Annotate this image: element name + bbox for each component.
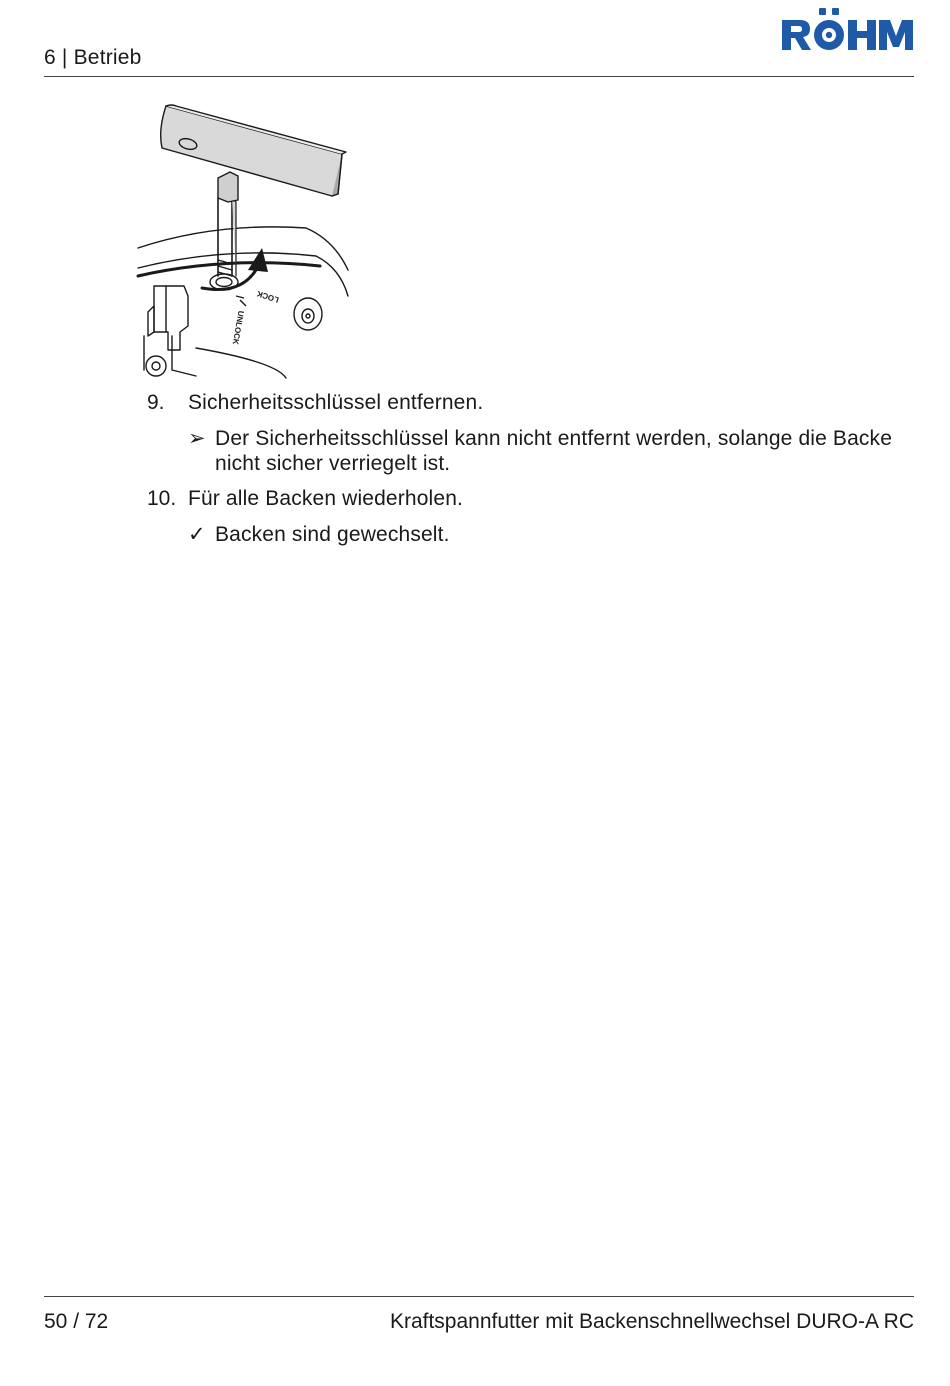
- arrow-bullet-icon: ➢: [188, 427, 206, 450]
- step-result-text: Der Sicherheitsschlüssel kann nicht entfernt werden, solange die Backe nicht sicher verriegelt ist.: [215, 427, 893, 475]
- step-number: 9.: [147, 391, 165, 414]
- checkmark-icon: ✓: [188, 523, 206, 546]
- page-number: 50 / 72: [44, 1310, 109, 1333]
- unlock-label: UNLOCK: [230, 310, 246, 346]
- step-instruction: Für alle Backen wiederholen.: [188, 487, 464, 510]
- safety-key-illustration: [136, 100, 350, 380]
- step-instruction: Sicherheitsschlüssel entfernen.: [188, 391, 484, 414]
- lock-label: LOCK: [255, 288, 281, 305]
- header-divider: [44, 76, 914, 77]
- step-result-text: Backen sind gewechselt.: [215, 523, 450, 546]
- section-heading: 6 | Betrieb: [44, 46, 142, 69]
- footer-divider: [44, 1296, 914, 1297]
- step-number: 10.: [147, 487, 177, 510]
- roehm-logo: [780, 6, 916, 52]
- document-title: Kraftspannfutter mit Backenschnellwechsel DURO-A RC: [389, 1310, 914, 1333]
